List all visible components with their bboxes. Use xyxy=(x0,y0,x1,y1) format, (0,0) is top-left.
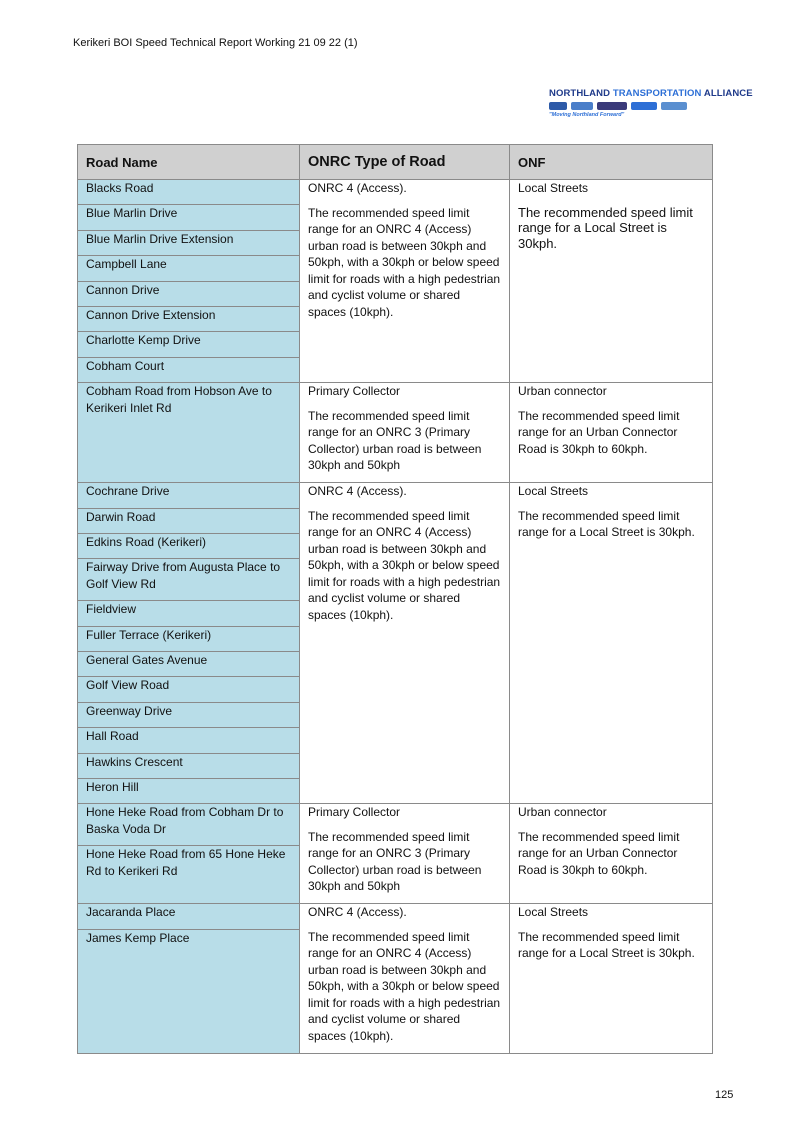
logo-title: NORTHLAND TRANSPORTATION ALLIANCE xyxy=(549,88,753,99)
onrc-description: The recommended speed limit range for an ONRC 4 (Access) urban road is between 30kph and 50kph, with a 30kph or below speed limit for roads with a high pedestrian and cyclist volume or shared spaces (10kph). xyxy=(308,508,501,622)
table-header-row xyxy=(78,145,713,180)
road-name-cell: Hawkins Crescent xyxy=(78,753,300,778)
table-row xyxy=(78,804,713,846)
road-name-cell: Cannon Drive Extension xyxy=(78,306,300,331)
onf-description: The recommended speed limit range for a Local Street is 30kph. xyxy=(518,929,695,961)
onrc-cell xyxy=(300,483,510,804)
partner-logos-strip xyxy=(549,102,724,110)
onrc-description: The recommended speed limit range for an ONRC 4 (Access) urban road is between 30kph and 50kph, with a 30kph or below speed limit for roads with a high pedestrian and cyclist volume or shared spaces (10kph). xyxy=(308,205,501,319)
onrc-title: ONRC 4 (Access). xyxy=(308,905,407,920)
onrc-title: ONRC 4 (Access). xyxy=(308,181,407,195)
table-row xyxy=(78,180,713,205)
road-name-cell: Fieldview xyxy=(78,601,300,626)
col-header-onf: ONF xyxy=(510,145,713,180)
onrc-description: The recommended speed limit range for an ONRC 3 (Primary Collector) urban road is between 30kph and 50kph xyxy=(308,829,482,894)
onrc-cell xyxy=(300,383,510,483)
road-name-cell: Campbell Lane xyxy=(78,256,300,281)
col-header-onrc-type: ONRC Type of Road xyxy=(300,145,510,180)
onf-cell xyxy=(510,483,713,804)
road-name-cell: Cobham Court xyxy=(78,357,300,382)
onrc-description: The recommended speed limit range for an ONRC 3 (Primary Collector) urban road is between 30kph and 50kph xyxy=(308,408,482,473)
onf-title: Local Streets xyxy=(518,905,589,920)
table-row xyxy=(78,483,713,508)
onf-cell xyxy=(510,804,713,904)
road-name-cell: Charlotte Kemp Drive xyxy=(78,332,300,357)
road-name-cell: James Kemp Place xyxy=(78,929,300,1053)
onrc-cell xyxy=(300,804,510,904)
road-name-cell: Cochrane Drive xyxy=(78,483,300,508)
onf-title: Urban connector xyxy=(518,805,607,820)
onf-title: Local Streets xyxy=(518,181,589,195)
road-name-cell: Fairway Drive from Augusta Place to Golf View Rd xyxy=(78,559,300,601)
road-name-cell: Darwin Road xyxy=(78,508,300,533)
logo-tagline: "Moving Northland Forward" xyxy=(549,112,625,118)
onf-cell xyxy=(510,383,713,483)
onrc-cell xyxy=(300,180,510,383)
onrc-title: ONRC 4 (Access). xyxy=(308,484,407,499)
onf-title: Local Streets xyxy=(518,484,589,499)
road-name-cell: Blue Marlin Drive Extension xyxy=(78,230,300,255)
onrc-title: Primary Collector xyxy=(308,384,401,399)
road-name-cell: Blacks Road xyxy=(78,180,300,205)
onf-description: The recommended speed limit range for an Urban Connector Road is 30kph to 60kph. xyxy=(518,408,680,456)
road-name-cell: General Gates Avenue xyxy=(78,652,300,677)
road-name-cell: Fuller Terrace (Kerikeri) xyxy=(78,626,300,651)
onf-description: The recommended speed limit range for a Local Street is 30kph. xyxy=(518,204,693,251)
road-name-cell: Blue Marlin Drive xyxy=(78,205,300,230)
col-header-road-name: Road Name xyxy=(78,145,300,180)
road-name-cell: Hone Heke Road from 65 Hone Heke Rd to Kerikeri Rd xyxy=(78,846,300,904)
road-name-cell: Cannon Drive xyxy=(78,281,300,306)
road-name-cell: Greenway Drive xyxy=(78,702,300,727)
document-header: Kerikeri BOI Speed Technical Report Working 21 09 22 (1) xyxy=(73,37,358,49)
road-name-cell: Heron Hill xyxy=(78,779,300,804)
road-name-cell: Hall Road xyxy=(78,728,300,753)
road-name-cell: Cobham Road from Hobson Ave to Kerikeri Inlet Rd xyxy=(78,383,300,483)
onf-cell xyxy=(510,180,713,383)
onf-description: The recommended speed limit range for a Local Street is 30kph. xyxy=(518,508,695,540)
nta-logo xyxy=(549,88,753,122)
onf-title: Urban connector xyxy=(518,384,607,399)
speed-limit-table xyxy=(77,144,713,1054)
onf-description: The recommended speed limit range for an Urban Connector Road is 30kph to 60kph. xyxy=(518,829,680,877)
road-name-cell: Edkins Road (Kerikeri) xyxy=(78,533,300,558)
road-name-cell: Hone Heke Road from Cobham Dr to Baska Voda Dr xyxy=(78,804,300,846)
road-name-cell: Golf View Road xyxy=(78,677,300,702)
onrc-description: The recommended speed limit range for an ONRC 4 (Access) urban road is between 30kph and 50kph, with a 30kph or below speed limit for roads with a high pedestrian and cyclist volume or shared spaces (10kph). xyxy=(308,929,501,1043)
table-row xyxy=(78,383,713,483)
page-number: 125 xyxy=(715,1089,734,1101)
onrc-title: Primary Collector xyxy=(308,805,401,820)
onf-cell xyxy=(510,904,713,1053)
onrc-cell xyxy=(300,904,510,1053)
table-row xyxy=(78,904,713,929)
road-name-cell: Jacaranda Place xyxy=(78,904,300,929)
